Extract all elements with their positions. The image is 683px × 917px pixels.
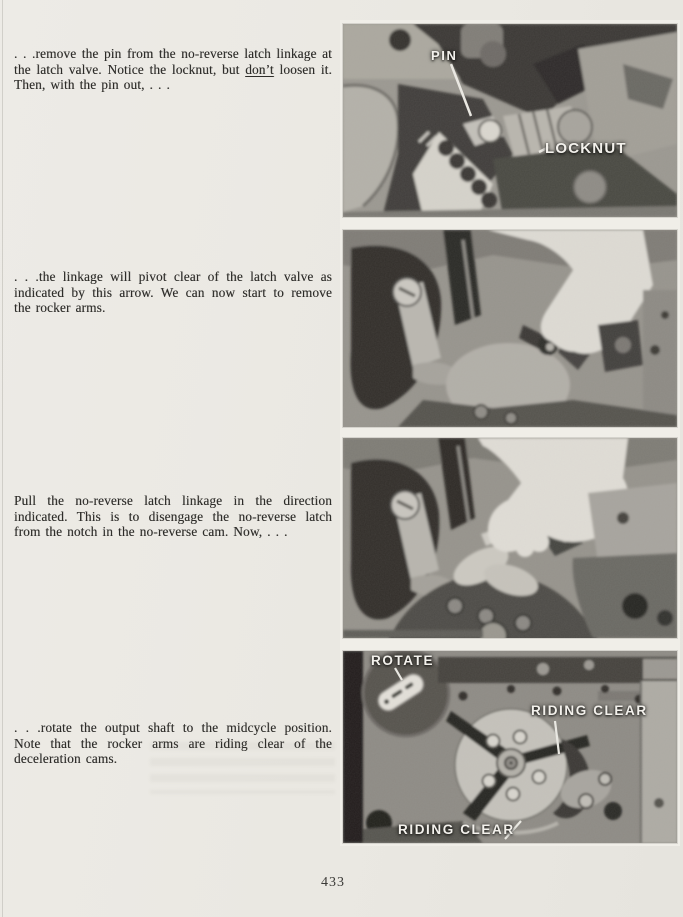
figure-photo-4-rotate-riding-clear xyxy=(343,651,677,843)
photo-1-art xyxy=(343,24,677,217)
photo-label-rotate: ROTATE xyxy=(371,653,435,668)
paragraph-3: Pull the no-reverse latch linkage in the direction indicated. This is to disengage the no-reverse latch from the notch in the no-reverse cam. Now, . . . xyxy=(14,493,332,540)
figure-photo-3-pull-linkage xyxy=(343,438,677,638)
paragraph-1-post: loosen it. Then, with the pin out, . . . xyxy=(14,61,332,93)
photo-label-pin: PIN xyxy=(431,48,458,63)
figure-photo-2-linkage-pivot xyxy=(343,230,677,427)
paragraph-1 xyxy=(14,46,332,93)
paragraph-1-pre: . . .remove the pin from the no-reverse latch linkage at the latch valve. Notice the locknut, but xyxy=(14,46,332,77)
bleed-through-artifact xyxy=(150,742,335,794)
photo-3-art xyxy=(343,438,677,638)
paragraph-2: . . .the linkage will pivot clear of the latch valve as indicated by this arrow. We can now start to remove the rocker arms. xyxy=(14,269,332,316)
photo-2-art xyxy=(343,230,677,427)
figure-photo-1-pin-locknut xyxy=(343,24,677,217)
photo-label-riding-clear-bottom: RIDING CLEAR xyxy=(398,822,515,837)
photo-label-riding-clear-right: RIDING CLEAR xyxy=(531,703,648,718)
photo-label-locknut: LOCKNUT xyxy=(545,140,627,157)
paragraph-1-underlined-word: don’t xyxy=(245,61,274,77)
page-edge-line xyxy=(2,0,3,917)
paragraph-4: . . .rotate the output shaft to the midcycle position. Note that the rocker arms are riding clear of the deceleration cams. xyxy=(14,720,332,767)
photo-4-art xyxy=(343,651,677,843)
page-number: 433 xyxy=(321,875,345,890)
